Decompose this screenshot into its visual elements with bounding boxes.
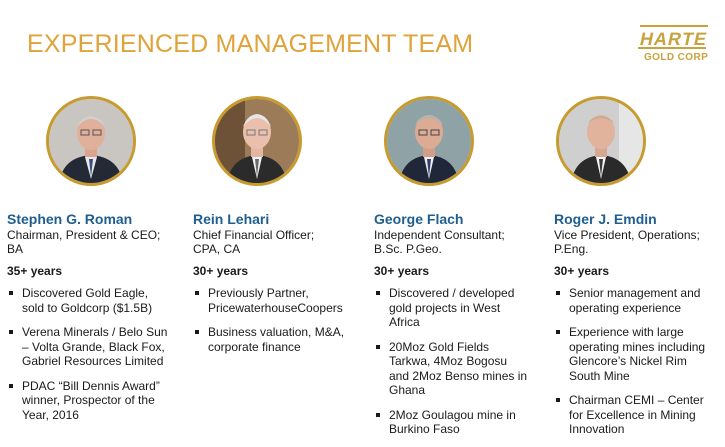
- person-role: [7, 228, 182, 256]
- person-column-roger-emdin: [554, 211, 722, 447]
- photo-rein-lehari: [212, 96, 302, 186]
- photo-stephen-roman: [46, 96, 136, 186]
- person-name: George Flach: [374, 211, 464, 227]
- role-line: P.Eng.: [554, 242, 589, 256]
- person-name: Rein Lehari: [193, 211, 270, 227]
- person-column-stephen-roman: [7, 211, 182, 432]
- photo-george-flach: [384, 96, 474, 186]
- bullet-item: Business valuation, M&A, corporate finance: [193, 325, 363, 354]
- bullet-list: [193, 286, 363, 354]
- bullet-item: Senior management and operating experience: [554, 286, 722, 315]
- bullet-item: 2Moz Goulagou mine in Burkino Faso: [374, 408, 544, 437]
- person-name: Stephen G. Roman: [7, 211, 133, 227]
- bullet-item: Verena Minerals / Belo Sun – Volta Grande, Black Fox, Gabriel Resources Limited: [7, 325, 182, 369]
- bullet-item: Previously Partner, PricewaterhouseCoopers: [193, 286, 363, 315]
- person-role: [374, 228, 544, 256]
- experience-years: 30+ years: [374, 264, 430, 278]
- role-line: BA: [7, 242, 24, 256]
- experience-years: 35+ years: [7, 264, 63, 278]
- person-name: Roger J. Emdin: [554, 211, 657, 227]
- harte-gold-logo: [636, 24, 712, 68]
- bullet-item: Chairman CEMI – Center for Excellence in Mining Innovation: [554, 393, 722, 437]
- person-column-george-flach: [374, 211, 544, 447]
- bullet-list: [7, 286, 182, 422]
- bullet-list: [374, 286, 544, 437]
- logo-wordmark-icon: [636, 24, 712, 52]
- role-line: B.Sc. P.Geo.: [374, 242, 442, 256]
- experience-years: 30+ years: [193, 264, 249, 278]
- person-role: [193, 228, 363, 256]
- person-role: [554, 228, 722, 256]
- bullet-item: Experience with large operating mines including Glencore’s Nickel Rim South Mine: [554, 325, 722, 383]
- role-line: CPA, CA: [193, 242, 241, 256]
- bullet-item: 20Moz Gold Fields Tarkwa, 4Moz Bogosu and 2Moz Benso mines in Ghana: [374, 340, 544, 398]
- photo-roger-emdin: [556, 96, 646, 186]
- logo-top-text: HARTE: [638, 29, 710, 49]
- logo-bottom-text: GOLD CORP: [644, 52, 709, 63]
- bullet-item: Discovered Gold Eagle, sold to Goldcorp ($1.5B): [7, 286, 182, 315]
- role-line: Chief Financial Officer;: [193, 228, 315, 242]
- bullet-list: [554, 286, 722, 437]
- person-column-rein-lehari: [193, 211, 363, 364]
- bullet-item: Discovered / developed gold projects in West Africa: [374, 286, 544, 330]
- bullet-item: PDAC “Bill Dennis Award” winner, Prospector of the Year, 2016: [7, 379, 182, 423]
- page-title: EXPERIENCED MANAGEMENT TEAM: [27, 30, 474, 58]
- role-line: Independent Consultant;: [374, 228, 505, 242]
- experience-years: 30+ years: [554, 264, 610, 278]
- role-line: Chairman, President & CEO;: [7, 228, 161, 242]
- role-line: Vice President, Operations;: [554, 228, 700, 242]
